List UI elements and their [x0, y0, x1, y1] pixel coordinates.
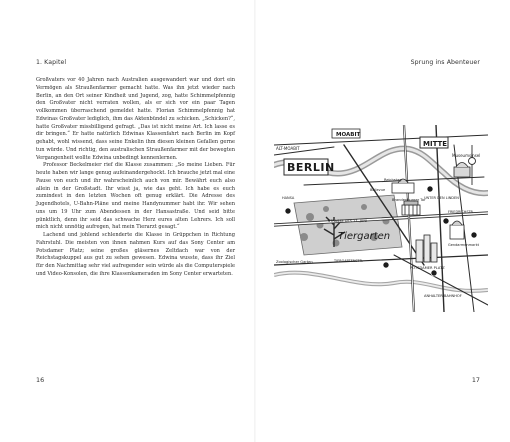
map-label-bellevue: Bellevue [370, 188, 386, 192]
berlin-map-illustration [274, 125, 488, 312]
potsdamer-platz-drawing [416, 235, 437, 262]
map-label-strasse-17-juni: STRASSE DES 17. JUNI [328, 219, 367, 223]
right-page [255, 0, 510, 442]
map-label-reichstag: Reichstag [384, 178, 402, 182]
body-text [36, 77, 235, 279]
map-label-brandenburger-tor: Brandenburger Tor [392, 198, 426, 202]
map-label-zoologischer-garten: Zoologischer Garten [276, 260, 313, 264]
map-label-alt-moabit: ALT-MOABIT [276, 146, 300, 151]
map-label-anhalter-bahnhof: ANHALTER BAHNHOF [424, 294, 462, 298]
map-label-berlin: BERLIN [287, 161, 335, 174]
map-label-mitte: MITTE [423, 140, 448, 148]
map-label-potsdamer-platz: POTSDAMER PLATZ [410, 266, 445, 270]
map-label-hansa: HANSA [282, 196, 295, 200]
map-label-friedrichstrasse: FRIEDRICHSTR. [448, 210, 474, 214]
tiergarten-park [294, 195, 402, 255]
map-label-gendarmenmarkt: Gendarmenmarkt [448, 243, 480, 247]
brandenburger-tor-drawing [402, 201, 420, 215]
map-label-moabit: MOABIT [336, 132, 361, 138]
page-number-right: 17 [471, 376, 480, 384]
running-head-chapter: 1. Kapitel [36, 59, 67, 66]
map-label-museumsinsel: Museumsinsel [452, 153, 481, 158]
map-label-tiergarten: Tiergarten [338, 231, 391, 242]
street-north [274, 135, 488, 145]
paragraph-2: Professor Beckelmeier rief die Klasse zusammen: „So meine Lieben. Für heute haben wir lange genug aufeinandergehockt. Ich brauche jetzt mal eine Pause von euch und ihr wahrscheinlich auch von mir. Bewährt euch also allein in der Großstadt. Ihr wisst ja, wie das geht. Ich habe es euch zumindest in den letzten Wochen oft genug erklärt. Die Adresse des Jugendhotels, U-Bahn-Pläne und meine Handynummer habt ihr. Wir sehen uns um 19 Uhr zum Abendessen in der Hansastraße. Und seid bitte pünktlich, denn ihr seid das schwache Herz eures alten Lehrers. Ich soll mich nicht unnötig aufregen, hat mein Tierarzt gesagt.“ [36, 162, 235, 231]
map-label-unter-den-linden: UNTER DEN LINDEN [424, 196, 459, 200]
street-vertical-east [436, 125, 444, 312]
paragraph-3: Lachend und johlend schlenderte die Klasse in Grüppchen in Richtung Fahrstuhl. Die meisten von ihnen nahmen Kurs auf das Sony Center am Potsdamer Platz; seine großes gläsernes Zeltdach war von der Reichstagskuppel aus gut zu sehen gewesen. Edwina wusste, dass ihr Ziel für den Nachmittag sehr viel aufregender sein würde als die Computerspiele und Video-Konsolen, die ihre Klassenkameraden im Sony Center erwarteten. [36, 232, 235, 277]
gendarmenmarkt-drawing [450, 221, 464, 239]
tv-tower-drawing [469, 145, 476, 185]
map-label-tiergartenstrasse: TIERGARTENSTR. [334, 259, 363, 263]
page-number-left: 16 [36, 376, 45, 384]
running-head-title: Sprung ins Abenteuer [410, 59, 480, 66]
paragraph-1: Großvaters vor 40 Jahren nach Australien ausgewandert war und dort ein Vermögen als Straußenfarmer gemacht hatte. Was ihn jetzt wieder nach Berlin, an den Ort seiner Kindheit und Jugend, zog, hatte Schimmelpfennig den Großvater nicht verraten wollen, als er sich vor ein paar Tagen vollkommen überraschend gemeldet hatte. Florian Schimmelpfennig hat Edwinas Großvater lediglich, ihm das Aktenbündel zu schicken. „Schicken?“, hatte Großvater missbilligend gefragt. „Das ist nicht meine Art. Ich lasse es dir bringen.“ Er hatte natürlich Edwinas Klassenfahrt nach Berlin im Kopf gehabt, wohl wissend, dass seine Enkelin ihm diesen kleinen Gefallen gerne tun würde. Und richtig, den australischen Straußenfarmer mit der bewegten Vergangenheit wollte Edwina unbedingt kennenlernen. [36, 77, 235, 161]
